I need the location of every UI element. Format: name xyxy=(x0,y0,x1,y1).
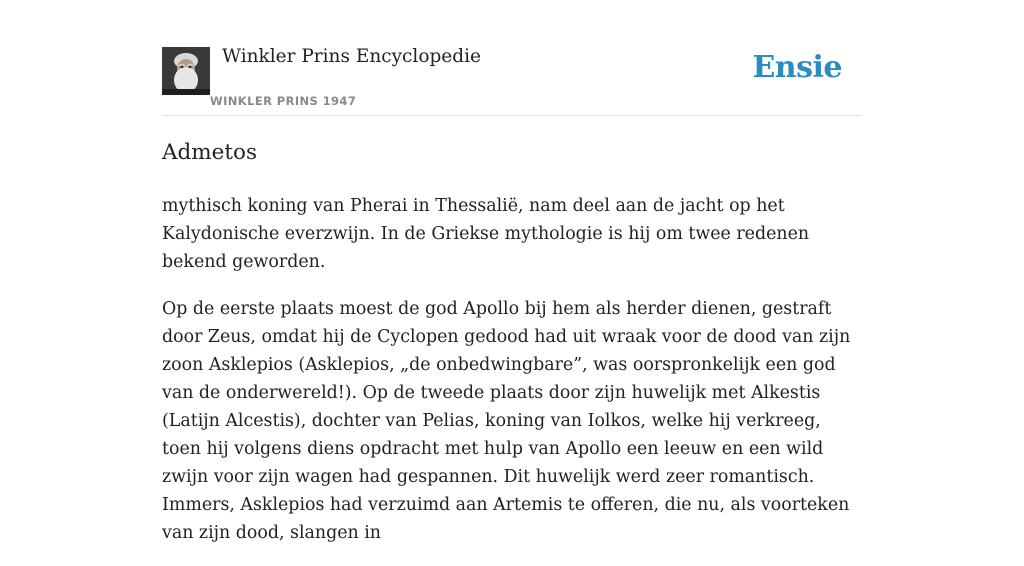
article-title: Admetos xyxy=(162,140,258,165)
article-body xyxy=(162,192,862,566)
brand-logo-link[interactable]: Ensie xyxy=(752,50,842,85)
content-container xyxy=(162,0,862,543)
source-title[interactable]: Winkler Prins Encyclopedie xyxy=(222,46,481,67)
article-paragraph: Op de eerste plaats moest de god Apollo bij hem als herder dienen, gestraft door Zeus, omdat hij de Cyclopen gedood had uit wraak voor de dood van zijn zoon Asklepios (Asklepios, „de onbedwingbare”, was oorspronkelijk een god van de onderwereld!). Op de tweede plaats door zijn huwelijk met Alkestis (Latijn Alcestis), dochter van Pelias, koning van Iolkos, welke hij verkreeg, toen hij volgens diens opdracht met hulp van Apollo een leeuw en een wild zwijn voor zijn wagen had gespannen. Dit huwelijk werd zeer romantisch. Immers, Asklepios had verzuimd aan Artemis te offeren, die nu, als voorteken van zijn dood, slangen in xyxy=(162,299,851,543)
source-subtitle[interactable]: WINKLER PRINS 1947 xyxy=(210,94,357,108)
avatar[interactable] xyxy=(162,47,210,95)
source-header xyxy=(162,0,862,116)
bearded-man-portrait-icon xyxy=(162,47,210,95)
article-paragraph: mythisch koning van Pherai in Thessalië, nam deel aan de jacht op het Kalydonische everzwijn. In de Griekse mythologie is hij om twee redenen bekend geworden. xyxy=(162,196,810,272)
